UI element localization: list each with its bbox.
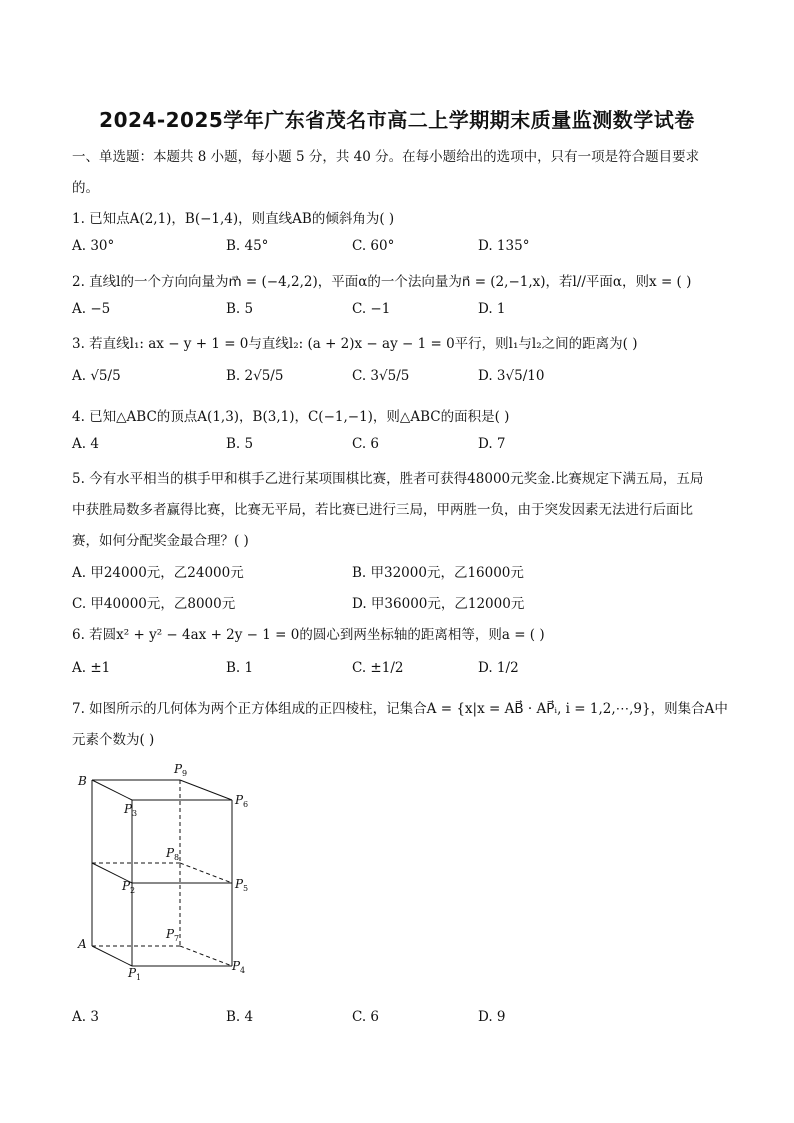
label-p1-sub: 1 — [136, 973, 142, 982]
q6-option-c[interactable]: C. ±1/2 — [352, 660, 404, 676]
question-5-stem-line3: 赛，如何分配奖金最合理？( ) — [72, 533, 249, 549]
label-b: B — [78, 774, 87, 788]
question-2-stem: 2. 直线l的一个方向向量为m⃗ = (−4,2,2)，平面α的一个法向量为n⃗ = (2,−1,x)，若l//平面α，则x = ( ) — [72, 274, 692, 290]
question-5-stem-line1: 5. 今有水平相当的棋手甲和棋手乙进行某项围棋比赛，胜者可获得48000元奖金.比赛规定下满五局，五局 — [72, 471, 704, 487]
q1-option-d[interactable]: D. 135° — [478, 238, 530, 254]
section-header: 一、单选题：本题共 8 小题，每小题 5 分，共 40 分。在每小题给出的选项中，只有一项是符合题目要求 — [72, 149, 700, 165]
label-p6-sub: 6 — [243, 800, 249, 809]
q4-option-c[interactable]: C. 6 — [352, 436, 380, 452]
q5-option-c[interactable]: C. 甲40000元，乙8000元 — [72, 596, 236, 612]
label-p8: P — [166, 846, 175, 860]
label-p4: P — [232, 959, 241, 973]
question-7-stem-line2: 元素个数为( ) — [72, 732, 155, 748]
q4-option-b[interactable]: B. 5 — [226, 436, 254, 452]
q1-option-a[interactable]: A. 30° — [72, 238, 115, 254]
q7-option-a[interactable]: A. 3 — [72, 1009, 99, 1025]
question-3-stem: 3. 若直线l₁: ax − y + 1 = 0与直线l₂: (a + 2)x − ay − 1 = 0平行，则l₁与l₂之间的距离为( ) — [72, 336, 638, 352]
section-header-cont: 的。 — [72, 180, 99, 196]
label-p4-sub: 4 — [240, 966, 246, 975]
q4-option-a[interactable]: A. 4 — [72, 436, 99, 452]
q5-option-a[interactable]: A. 甲24000元，乙24000元 — [72, 565, 244, 581]
prism-figure — [70, 758, 270, 988]
q5-option-d[interactable]: D. 甲36000元，乙12000元 — [352, 596, 525, 612]
q1-option-b[interactable]: B. 45° — [226, 238, 269, 254]
question-5-stem-line2: 中获胜局数多者赢得比赛，比赛无平局，若比赛已进行三局，甲两胜一负，由于突发因素无法进行后面比 — [72, 502, 693, 518]
label-p2-sub: 2 — [130, 886, 136, 895]
label-p3-sub: 3 — [132, 809, 138, 818]
question-7-stem-line1: 7. 如图所示的几何体为两个正方体组成的正四棱柱，记集合A = {x|x = AB⃗ · AP⃗ᵢ, i = 1,2,⋯,9}，则集合A中 — [72, 701, 728, 717]
q4-option-d[interactable]: D. 7 — [478, 436, 506, 452]
q6-option-d[interactable]: D. 1/2 — [478, 660, 519, 676]
page-title: 2024-2025学年广东省茂名市高二上学期期末质量监测数学试卷 — [99, 108, 695, 132]
label-p9-sub: 9 — [182, 769, 188, 778]
q2-option-c[interactable]: C. −1 — [352, 301, 391, 317]
q7-option-c[interactable]: C. 6 — [352, 1009, 380, 1025]
q2-option-a[interactable]: A. −5 — [72, 301, 111, 317]
label-p7-sub: 7 — [174, 934, 180, 943]
label-p1: P — [128, 966, 137, 980]
label-p9: P — [174, 762, 183, 776]
label-p8-sub: 8 — [174, 853, 180, 862]
question-6-stem: 6. 若圆x² + y² − 4ax + 2y − 1 = 0的圆心到两坐标轴的距离相等，则a = ( ) — [72, 627, 545, 643]
q3-option-c[interactable]: C. 3√5/5 — [352, 368, 410, 384]
label-p2: P — [122, 879, 131, 893]
label-a: A — [78, 937, 87, 951]
label-p5-sub: 5 — [243, 884, 249, 893]
q2-option-d[interactable]: D. 1 — [478, 301, 506, 317]
q7-option-b[interactable]: B. 4 — [226, 1009, 254, 1025]
q6-option-a[interactable]: A. ±1 — [72, 660, 111, 676]
q3-option-b[interactable]: B. 2√5/5 — [226, 368, 284, 384]
q5-option-b[interactable]: B. 甲32000元，乙16000元 — [352, 565, 524, 581]
question-1-stem: 1. 已知点A(2,1)，B(−1,4)，则直线AB的倾斜角为( ) — [72, 211, 395, 227]
label-p7: P — [166, 927, 175, 941]
q7-option-d[interactable]: D. 9 — [478, 1009, 506, 1025]
q6-option-b[interactable]: B. 1 — [226, 660, 254, 676]
label-p6: P — [235, 793, 244, 807]
q1-option-c[interactable]: C. 60° — [352, 238, 395, 254]
q3-option-a[interactable]: A. √5/5 — [72, 368, 121, 384]
label-p3: P — [124, 802, 133, 816]
label-p5: P — [235, 877, 244, 891]
q2-option-b[interactable]: B. 5 — [226, 301, 254, 317]
q3-option-d[interactable]: D. 3√5/10 — [478, 368, 545, 384]
question-4-stem: 4. 已知△ABC的顶点A(1,3)，B(3,1)，C(−1,−1)，则△ABC的面积是( ) — [72, 409, 510, 425]
